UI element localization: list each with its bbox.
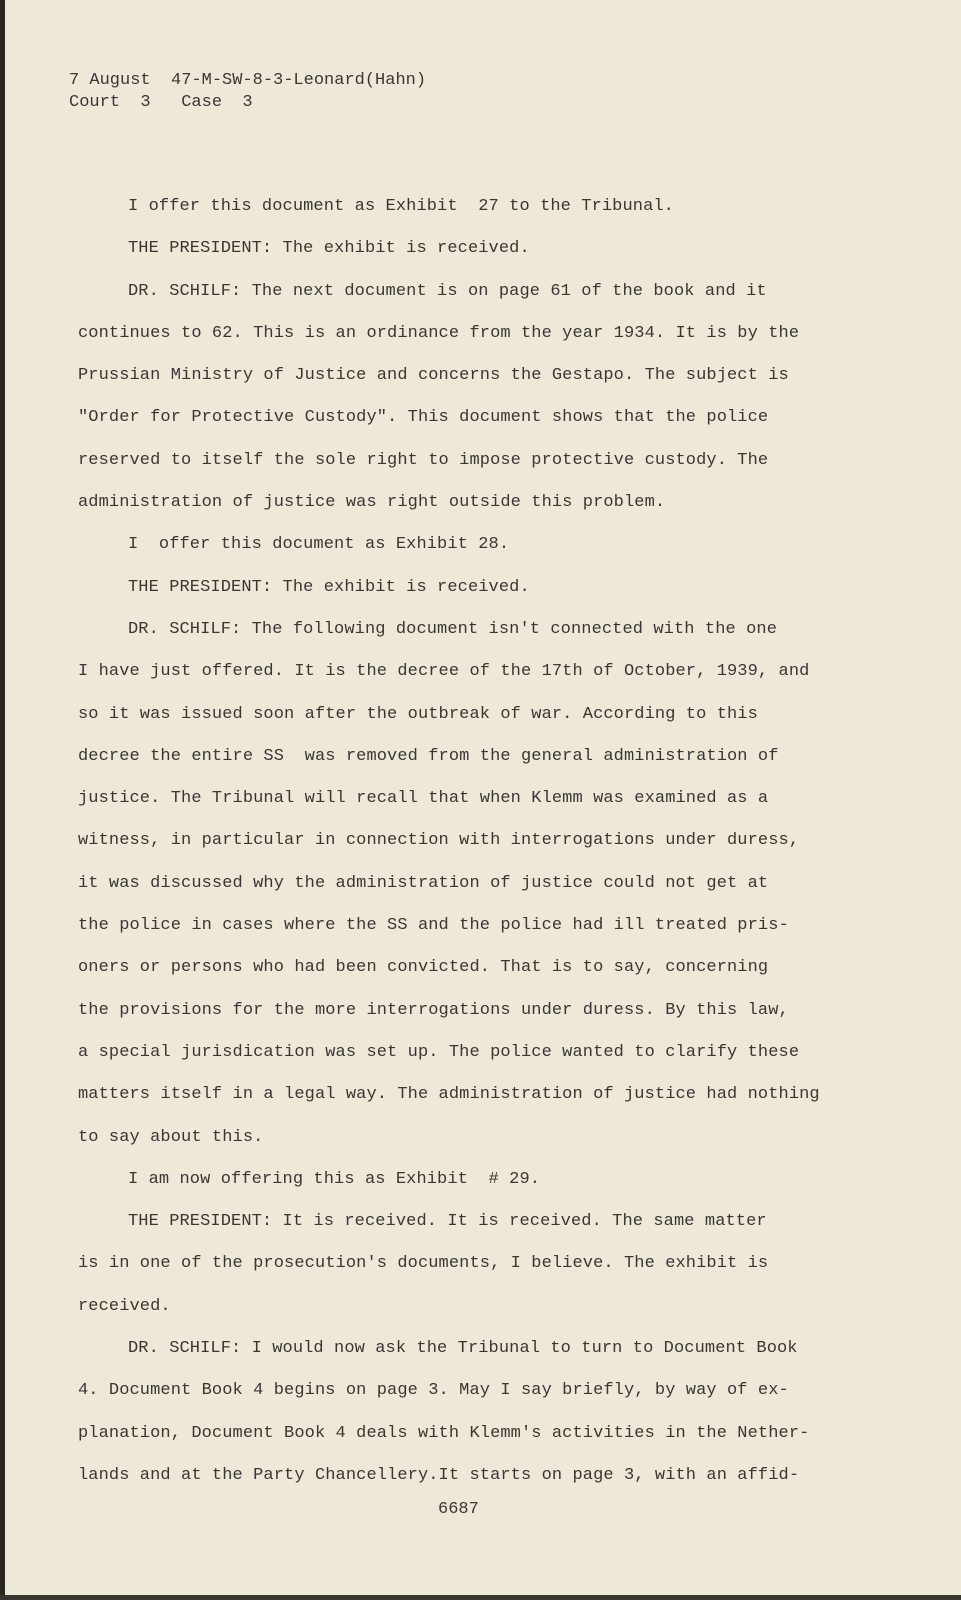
transcript-line: I offer this document as Exhibit 27 to the Tribunal.	[128, 197, 674, 216]
transcript-line: received.	[78, 1296, 171, 1316]
transcript-line: reserved to itself the sole right to impose protective custody. The	[78, 450, 769, 470]
transcript-line: oners or persons who had been convicted. That is to say, concerning	[78, 958, 769, 978]
transcript-line: "Order for Protective Custody". This document shows that the police	[78, 408, 769, 428]
transcript-line: planation, Document Book 4 deals with Klemm's activities in the Nether-	[78, 1423, 810, 1443]
scan-bottom-edge	[0, 1595, 961, 1600]
transcript-line: DR. SCHILF: The following document isn't connected with the one	[128, 619, 778, 639]
page-number: 6687	[438, 1500, 479, 1519]
transcript-line: the police in cases where the SS and the police had ill treated pris-	[78, 916, 789, 936]
transcript-line: witness, in particular in connection with interrogations under duress,	[78, 831, 800, 851]
transcript-line: I have just offered. It is the decree of the 17th of October, 1939, and	[78, 662, 810, 682]
transcript-line: I am now offering this as Exhibit # 29.	[128, 1169, 541, 1189]
transcript-line: Prussian Ministry of Justice and concerns the Gestapo. The subject is	[78, 366, 789, 386]
scan-edge	[0, 0, 5, 1600]
header-line-date-reference: 7 August 47-M-SW-8-3-Leonard(Hahn)	[69, 71, 427, 90]
transcript-line: THE PRESIDENT: The exhibit is received.	[128, 239, 530, 259]
transcript-body	[78, 192, 938, 1503]
transcript-line: so it was issued soon after the outbreak of war. According to this	[78, 704, 758, 724]
transcript-line: decree the entire SS was removed from the general administration of	[78, 746, 779, 766]
header-line-court-case: Court 3 Case 3	[69, 93, 253, 112]
transcript-line: to say about this.	[78, 1127, 264, 1147]
transcript-line: matters itself in a legal way. The administration of justice had nothing	[78, 1085, 820, 1105]
transcript-line: justice. The Tribunal will recall that when Klemm was examined as a	[78, 789, 769, 809]
transcript-line: lands and at the Party Chancellery.It starts on page 3, with an affid-	[78, 1465, 800, 1485]
transcript-line: continues to 62. This is an ordinance from the year 1934. It is by the	[78, 323, 800, 343]
transcript-line: it was discussed why the administration of justice could not get at	[78, 873, 769, 893]
transcript-line: is in one of the prosecution's documents, I believe. The exhibit is	[78, 1254, 769, 1274]
transcript-line: a special jurisdication was set up. The police wanted to clarify these	[78, 1042, 800, 1062]
transcript-line: THE PRESIDENT: The exhibit is received.	[128, 577, 530, 597]
transcript-line: DR. SCHILF: I would now ask the Tribunal to turn to Document Book	[128, 1339, 798, 1359]
transcript-line: DR. SCHILF: The next document is on page 61 of the book and it	[128, 281, 767, 301]
transcript-line: THE PRESIDENT: It is received. It is received. The same matter	[128, 1212, 767, 1232]
document-header	[69, 70, 426, 114]
transcript-line: I offer this document as Exhibit 28.	[128, 535, 510, 555]
transcript-line: 4. Document Book 4 begins on page 3. May I say briefly, by way of ex-	[78, 1381, 789, 1401]
transcript-line: administration of justice was right outside this problem.	[78, 493, 666, 513]
transcript-line: the provisions for the more interrogations under duress. By this law,	[78, 1000, 789, 1020]
